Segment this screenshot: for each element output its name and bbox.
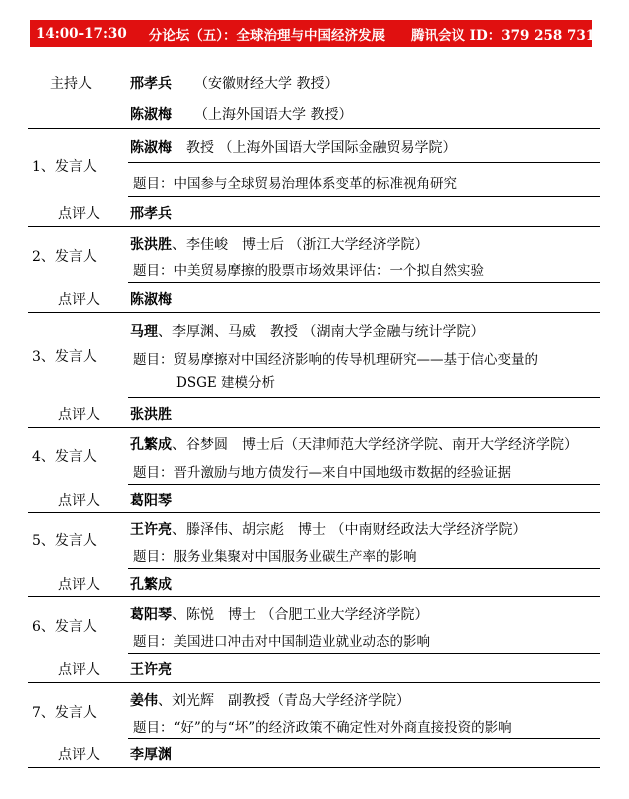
session-4-speaker: 孔繁成 <box>130 437 172 453</box>
host-2-name: 陈淑梅 <box>130 107 172 123</box>
divider <box>128 397 600 398</box>
banner-title: 分论坛（五）：全球治理与中国经济发展 <box>148 27 385 44</box>
session-7-label: 7、发言人 <box>32 705 97 721</box>
session-3-label: 3、发言人 <box>32 349 97 365</box>
session-6-title-info: 博士 （合肥工业大学经济学院） <box>228 607 429 623</box>
session-4-title-info: 博士后（天津师范大学经济学院、南开大学经济学院） <box>242 437 578 453</box>
session-1-speaker-line <box>130 137 456 157</box>
session-4-speaker-line <box>130 434 578 454</box>
banner-time: 14:00-17:30 <box>36 25 127 42</box>
session-7-commentator-label: 点评人 <box>58 747 100 763</box>
session-1-commentator: 邢孝兵 <box>130 206 172 222</box>
session-1-label: 1、发言人 <box>32 159 97 175</box>
session-7-title-info: 副教授（青岛大学经济学院） <box>228 693 410 709</box>
session-2-speaker-line <box>130 234 428 254</box>
host-1-affil: （安徽财经大学 教授） <box>194 76 339 92</box>
session-1-commentator-label: 点评人 <box>58 206 100 222</box>
host-1 <box>130 73 338 93</box>
divider <box>28 767 600 768</box>
session-4-coauthors: 、谷梦圆 <box>172 437 228 453</box>
divider <box>128 196 600 197</box>
divider <box>128 162 600 163</box>
hosts-label: 主持人 <box>50 76 92 92</box>
session-4-commentator: 葛阳琴 <box>130 493 172 509</box>
divider <box>128 568 600 569</box>
session-5-commentator: 孔繁成 <box>130 577 172 593</box>
session-3-topic-cont: DSGE 建模分析 <box>176 375 276 391</box>
session-5-title-info: 博士 （中南财经政法大学经济学院） <box>298 522 527 538</box>
host-1-name: 邢孝兵 <box>130 76 172 92</box>
session-4-label: 4、发言人 <box>32 449 97 465</box>
session-5-speaker: 王许亮 <box>130 522 172 538</box>
banner-meeting-id: 腾讯会议 ID：379 258 731 <box>410 27 596 44</box>
session-2-topic: 题目：中美贸易摩擦的股票市场效果评估：一个拟自然实验 <box>133 263 484 279</box>
session-5-coauthors: 、滕泽伟、胡宗彪 <box>172 522 284 538</box>
session-2-commentator-label: 点评人 <box>58 292 100 308</box>
session-3-topic: 题目：贸易摩擦对中国经济影响的传导机理研究——基于信心变量的 <box>133 352 538 368</box>
session-5-speaker-line <box>130 519 526 539</box>
host-2 <box>130 104 352 124</box>
session-3-title-info: 教授 （湖南大学金融与统计学院） <box>270 324 485 340</box>
session-6-label: 6、发言人 <box>32 619 97 635</box>
session-3-speaker-line <box>130 321 484 341</box>
divider <box>128 653 600 654</box>
divider <box>128 282 600 283</box>
divider <box>28 596 600 597</box>
session-5-topic: 题目：服务业集聚对中国服务业碳生产率的影响 <box>133 549 417 565</box>
divider <box>28 427 600 428</box>
session-6-speaker: 葛阳琴 <box>130 607 172 623</box>
session-2-label: 2、发言人 <box>32 249 97 265</box>
session-1-topic: 题目：中国参与全球贸易治理体系变革的标准视角研究 <box>133 176 457 192</box>
session-3-commentator: 张洪胜 <box>130 407 172 423</box>
session-2-commentator: 陈淑梅 <box>130 292 172 308</box>
session-banner <box>30 20 596 47</box>
session-6-commentator: 王许亮 <box>130 662 172 678</box>
host-2-affil: （上海外国语大学 教授） <box>194 107 353 123</box>
session-6-coauthors: 、陈悦 <box>172 607 214 623</box>
session-3-speaker: 马理 <box>130 324 158 340</box>
session-3-coauthors: 、李厚渊、马威 <box>158 324 256 340</box>
session-6-topic: 题目：美国进口冲击对中国制造业就业动态的影响 <box>133 634 430 650</box>
session-7-topic: 题目：“好”的与“坏”的经济政策不确定性对外商直接投资的影响 <box>133 720 512 736</box>
session-7-speaker: 姜伟 <box>130 693 158 709</box>
session-6-speaker-line <box>130 604 428 624</box>
divider <box>28 682 600 683</box>
session-2-title-info: 博士后 （浙江大学经济学院） <box>242 237 429 253</box>
session-3-commentator-label: 点评人 <box>58 407 100 423</box>
divider <box>28 128 600 129</box>
session-5-commentator-label: 点评人 <box>58 577 100 593</box>
session-7-coauthors: 、刘光辉 <box>158 693 214 709</box>
session-6-commentator-label: 点评人 <box>58 662 100 678</box>
session-1-title-info: 教授 （上海外国语大学国际金融贸易学院） <box>186 140 457 156</box>
session-4-topic: 题目：晋升激励与地方债发行—来自中国地级市数据的经验证据 <box>133 465 511 481</box>
session-7-speaker-line <box>130 690 410 710</box>
session-7-commentator: 李厚渊 <box>130 747 172 763</box>
divider <box>28 312 600 313</box>
divider <box>128 738 600 739</box>
session-4-commentator-label: 点评人 <box>58 493 100 509</box>
session-2-coauthors: 、李佳峻 <box>172 237 228 253</box>
divider <box>128 484 600 485</box>
session-2-speaker: 张洪胜 <box>130 237 172 253</box>
divider <box>28 226 600 227</box>
session-1-speaker: 陈淑梅 <box>130 140 172 156</box>
divider <box>28 512 600 513</box>
session-5-label: 5、发言人 <box>32 533 97 549</box>
